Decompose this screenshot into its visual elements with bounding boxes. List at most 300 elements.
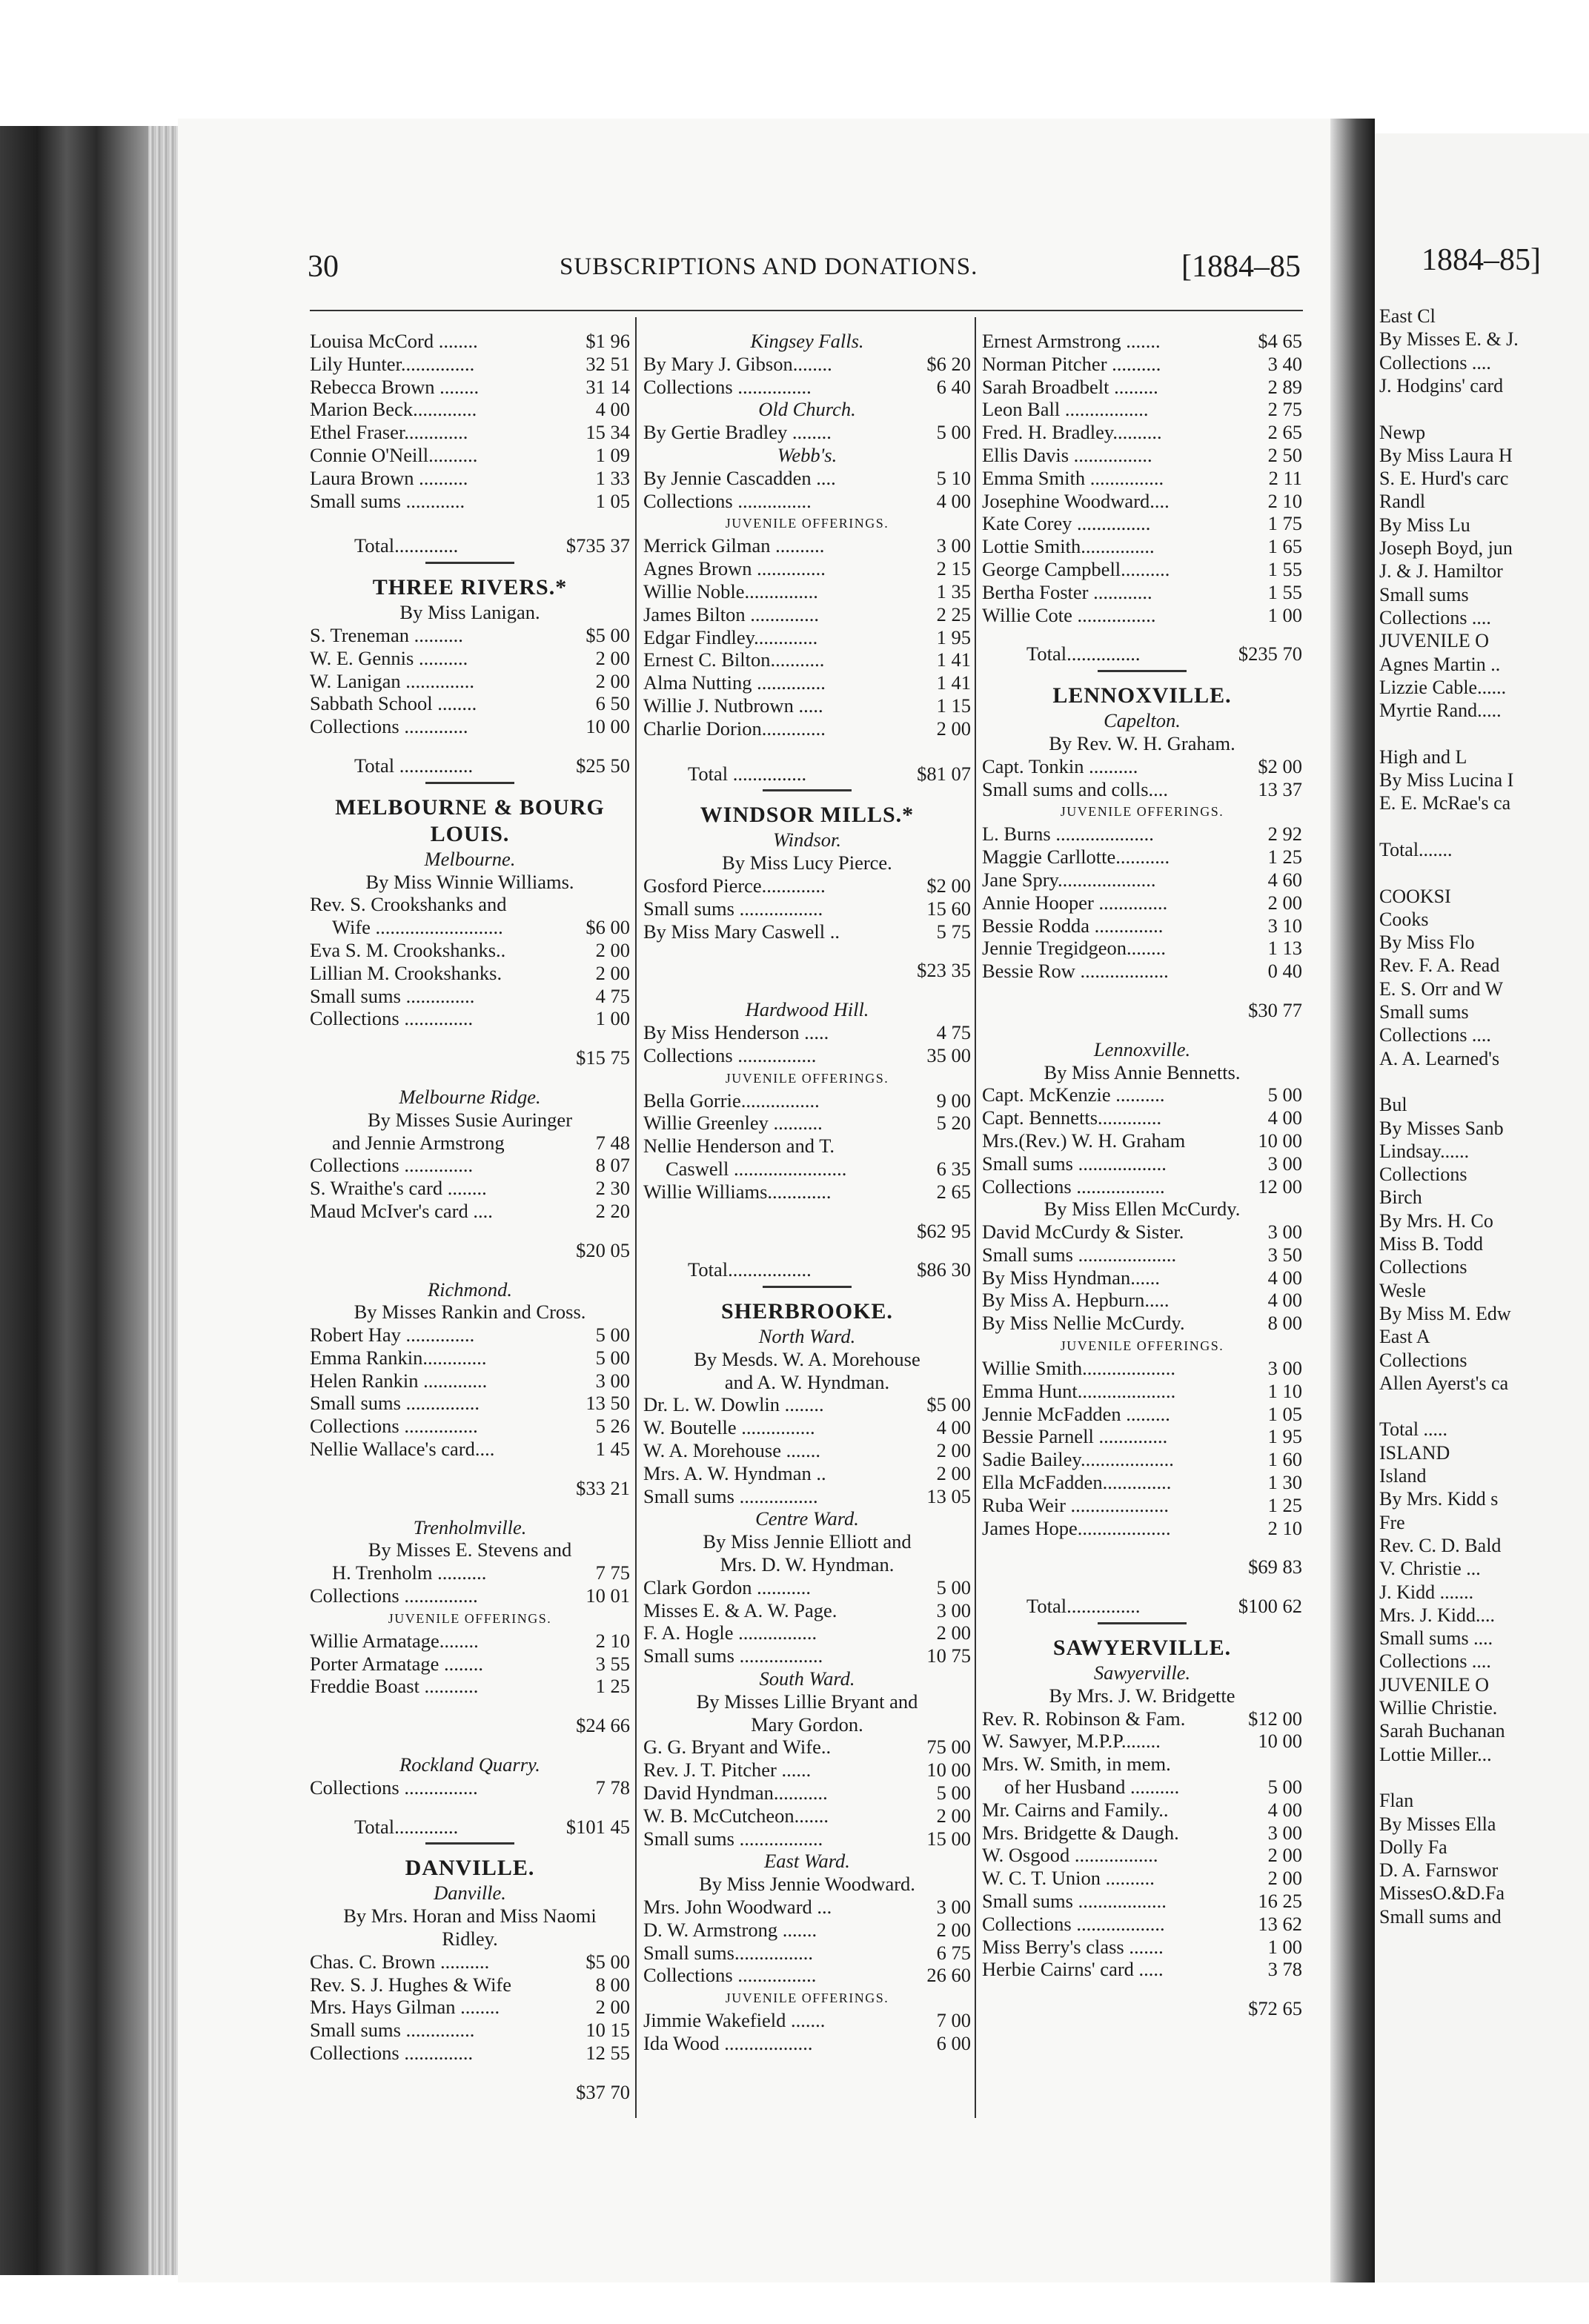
section-heading: SHERBROOKE. bbox=[721, 1299, 893, 1324]
entry-amount: 13 50 bbox=[585, 1392, 630, 1415]
entry-name: By Gertie Bradley ........ bbox=[643, 421, 832, 444]
right-page-line: Lizzie Cable...... bbox=[1379, 676, 1507, 698]
entry-row bbox=[643, 2009, 971, 2032]
juvenile-offerings-label: JUVENILE OFFERINGS. bbox=[1060, 804, 1224, 820]
entry-row bbox=[982, 376, 1302, 399]
entry-name: Collections ............. bbox=[310, 715, 468, 738]
entry-row bbox=[310, 1370, 630, 1392]
right-page-line: By Misses Ella bbox=[1379, 1813, 1496, 1835]
entry-row bbox=[310, 624, 630, 647]
entry-row bbox=[982, 512, 1302, 535]
entry-amount: 1 00 bbox=[1267, 603, 1302, 626]
subsection-heading: Trenholmville. bbox=[413, 1515, 527, 1538]
entry-row bbox=[982, 1707, 1302, 1730]
entry-name: Wife .......................... bbox=[332, 916, 503, 939]
entry-amount: 1 13 bbox=[1267, 937, 1302, 960]
entry-name: Miss Berry's class ....... bbox=[982, 1935, 1164, 1958]
right-page-line: Miss B. Todd bbox=[1379, 1233, 1484, 1255]
entry-row bbox=[310, 1392, 630, 1415]
entry-row bbox=[643, 1135, 971, 1158]
entry-amount: 10 15 bbox=[585, 2019, 630, 2042]
entry-amount: $5 00 bbox=[585, 623, 630, 646]
entry-name: W. Lanigan .............. bbox=[310, 669, 475, 692]
entry-row bbox=[982, 1448, 1302, 1471]
entry-amount: $4 65 bbox=[1258, 330, 1302, 352]
subsection-heading: Webb's. bbox=[777, 443, 837, 466]
entry-amount: 2 00 bbox=[936, 1918, 971, 1941]
entry-row bbox=[643, 694, 971, 717]
entry-name: Collections ............... bbox=[310, 1584, 478, 1607]
collector-line: By Misses E. Stevens and bbox=[368, 1538, 572, 1561]
entry-row bbox=[310, 2042, 630, 2065]
entry-amount: 3 00 bbox=[1267, 1221, 1302, 1244]
entry-row bbox=[310, 490, 630, 513]
right-page-line: JUVENILE O bbox=[1379, 630, 1490, 652]
entry-amount: $2 00 bbox=[1258, 754, 1302, 777]
entry-name: By Jennie Cascadden .... bbox=[643, 466, 836, 489]
entry-name: W. Boutelle ............... bbox=[643, 1416, 815, 1439]
entry-name: James Bilton .............. bbox=[643, 602, 820, 625]
section-heading: DANVILLE. bbox=[405, 1856, 535, 1881]
entry-row bbox=[310, 916, 630, 939]
right-page-line: By Mrs. H. Co bbox=[1379, 1209, 1493, 1232]
entry-row bbox=[643, 1919, 971, 1942]
entry-amount: $30 77 bbox=[1248, 998, 1302, 1021]
entry-amount: 4 00 bbox=[1267, 1798, 1302, 1821]
entry-row bbox=[310, 2019, 630, 2042]
entry-amount: 3 55 bbox=[595, 1652, 630, 1675]
entry-row bbox=[643, 376, 971, 399]
entry-name: Ruba Weir .................... bbox=[982, 1493, 1170, 1516]
entry-amount: 2 50 bbox=[1267, 443, 1302, 466]
entry-row bbox=[310, 1950, 630, 1973]
entry-name: Chas. C. Brown .......... bbox=[310, 1950, 490, 1973]
entry-row bbox=[982, 490, 1302, 513]
entry-amount: 6 00 bbox=[936, 2032, 971, 2054]
entry-name: S. Treneman .......... bbox=[310, 623, 463, 646]
entry-name: Small sums ............... bbox=[310, 1392, 480, 1415]
entry-name: Agnes Brown .............. bbox=[643, 557, 826, 580]
entry-row bbox=[643, 1220, 971, 1243]
entry-amount: 8 00 bbox=[595, 1973, 630, 1996]
entry-name: By Miss Nellie McCurdy. bbox=[982, 1312, 1185, 1335]
section-heading: LENNOXVILLE. bbox=[1052, 683, 1232, 708]
entry-amount: 1 41 bbox=[936, 671, 971, 694]
entry-row bbox=[643, 897, 971, 920]
entry-amount: $72 65 bbox=[1248, 1997, 1302, 2020]
entry-amount: 1 75 bbox=[1267, 512, 1302, 535]
entry-amount: 2 89 bbox=[1267, 375, 1302, 398]
right-page-line: Collections .... bbox=[1379, 1650, 1491, 1673]
entry-name: Willie Smith................... bbox=[982, 1357, 1175, 1380]
entry-row bbox=[310, 1324, 630, 1347]
entry-amount: 12 55 bbox=[585, 2042, 630, 2065]
entry-amount: 2 00 bbox=[1267, 1844, 1302, 1867]
spacer bbox=[310, 1500, 630, 1516]
entry-row bbox=[982, 1152, 1302, 1175]
spacer bbox=[643, 740, 971, 763]
spacer bbox=[310, 1799, 630, 1816]
right-page-line: Collections .... bbox=[1379, 606, 1491, 628]
entry-name: Jennie McFadden ......... bbox=[982, 1402, 1170, 1425]
entry-amount: 3 10 bbox=[1267, 914, 1302, 937]
entry-row bbox=[982, 892, 1302, 914]
entry-name: Small sums .................. bbox=[982, 1152, 1167, 1175]
entry-amount: 1 41 bbox=[936, 648, 971, 671]
entry-row bbox=[982, 558, 1302, 581]
right-page bbox=[1375, 133, 1589, 2282]
entry-amount: 3 00 bbox=[936, 1896, 971, 1919]
collector-line: and A. W. Hyndman. bbox=[724, 1370, 890, 1393]
entry-amount: 3 00 bbox=[1267, 1152, 1302, 1175]
column-rule-1 bbox=[635, 317, 637, 2118]
entry-row bbox=[982, 1083, 1302, 1106]
entry-row bbox=[310, 1200, 630, 1223]
entry-name: Mrs. Hays Gilman ........ bbox=[310, 1996, 500, 2019]
entry-name: Jennie Tregidgeon........ bbox=[982, 937, 1167, 960]
entry-name: Sabbath School ........ bbox=[310, 692, 477, 715]
entry-row bbox=[982, 846, 1302, 869]
entry-name: Willie Cote ................ bbox=[982, 603, 1156, 626]
collector-line: By Miss Ellen McCurdy. bbox=[1044, 1198, 1241, 1221]
entry-name: Small sums .................. bbox=[982, 1890, 1167, 1913]
entry-name: Collections ................ bbox=[643, 1043, 817, 1066]
right-page-line: Total ..... bbox=[1379, 1418, 1448, 1441]
entry-amount: 5 20 bbox=[936, 1112, 971, 1135]
right-page-line: Collections .... bbox=[1379, 351, 1491, 374]
subsection-heading: Windsor. bbox=[772, 829, 842, 851]
entry-name: Gosford Pierce............. bbox=[643, 874, 826, 897]
entry-amount: 4 75 bbox=[936, 1020, 971, 1043]
right-page-line: D. A. Farnswor bbox=[1379, 1859, 1499, 1882]
entry-row bbox=[982, 444, 1302, 467]
entry-amount: 6 35 bbox=[936, 1157, 971, 1180]
entry-row bbox=[982, 1753, 1302, 1776]
entry-name: Small sums ............ bbox=[310, 489, 465, 512]
entry-amount: 1 45 bbox=[595, 1438, 630, 1461]
right-page-line: Collections bbox=[1379, 1163, 1467, 1186]
entry-name: Charlie Dorion............. bbox=[643, 717, 826, 740]
entry-amount: 5 10 bbox=[936, 466, 971, 489]
entry-name: Small sums ................ bbox=[643, 1484, 818, 1507]
entry-row bbox=[643, 1599, 971, 1622]
entry-name: Jane Spry.................... bbox=[982, 868, 1156, 891]
entry-amount: $69 83 bbox=[1248, 1556, 1302, 1578]
entry-name: Collections ............... bbox=[643, 489, 812, 512]
entry-name: L. Burns .................... bbox=[982, 823, 1154, 846]
entry-name: H. Trenholm .......... bbox=[332, 1561, 487, 1584]
entry-amount: 2 10 bbox=[595, 1629, 630, 1652]
entry-row bbox=[643, 421, 971, 444]
entry-amount: 1 65 bbox=[1267, 535, 1302, 558]
entry-name: Willie Armatage........ bbox=[310, 1629, 479, 1652]
right-page-line: Allen Ayerst's ca bbox=[1379, 1372, 1509, 1394]
collector-line: By Miss Annie Bennetts. bbox=[1044, 1060, 1241, 1083]
entry-row bbox=[310, 647, 630, 670]
entry-name: Freddie Boast ........... bbox=[310, 1675, 479, 1698]
entry-name: Ida Wood .................. bbox=[643, 2032, 813, 2054]
entry-amount: 1 95 bbox=[936, 625, 971, 648]
entry-amount: 4 60 bbox=[1267, 868, 1302, 891]
entry-amount: 2 00 bbox=[1267, 891, 1302, 914]
entry-name: W. Sawyer, M.P.P........ bbox=[982, 1730, 1161, 1753]
entry-name: By Miss A. Hepburn..... bbox=[982, 1289, 1170, 1312]
entry-name: Bella Gorrie................ bbox=[643, 1089, 820, 1112]
right-page-line: Collections .... bbox=[1379, 1024, 1491, 1046]
collector-line: By Miss Winnie Williams. bbox=[365, 870, 574, 893]
right-page-line: Lottie Miller... bbox=[1379, 1743, 1492, 1765]
subsection-heading: Richmond. bbox=[427, 1278, 513, 1301]
entry-name: Nellie Wallace's card.... bbox=[310, 1438, 495, 1461]
entry-row bbox=[643, 1942, 971, 1965]
entry-row bbox=[982, 823, 1302, 846]
spacer bbox=[643, 982, 971, 998]
entry-name: Willie Greenley .......... bbox=[643, 1112, 823, 1135]
entry-name: Fred. H. Bradley.......... bbox=[982, 421, 1162, 444]
right-page-line: High and L bbox=[1379, 746, 1467, 768]
entry-row bbox=[982, 535, 1302, 558]
entry-name: James Hope................... bbox=[982, 1516, 1171, 1539]
entry-amount: 2 10 bbox=[1267, 1516, 1302, 1539]
collector-line: By Miss Jennie Elliott and bbox=[703, 1530, 912, 1553]
collector-line: By Miss Jennie Woodward. bbox=[699, 1873, 915, 1896]
right-page-line: East Cl bbox=[1379, 305, 1436, 327]
entry-name: Small sums .............. bbox=[310, 2019, 475, 2042]
entry-amount: 12 00 bbox=[1258, 1175, 1302, 1198]
right-page-line: MissesO.&D.Fa bbox=[1379, 1882, 1505, 1905]
spacer bbox=[982, 1981, 1302, 1997]
collector-line: By Miss Lucy Pierce. bbox=[722, 851, 892, 874]
column-2 bbox=[643, 330, 971, 2055]
entry-name: Lily Hunter............... bbox=[310, 352, 475, 375]
collector-line: By Misses Lillie Bryant and bbox=[696, 1690, 918, 1713]
entry-row bbox=[643, 1644, 971, 1667]
entry-row bbox=[643, 557, 971, 580]
right-page-line: Small sums bbox=[1379, 1001, 1469, 1023]
entry-name: By Miss Henderson ..... bbox=[643, 1020, 829, 1043]
subsection-heading: Old Church. bbox=[758, 398, 856, 421]
entry-amount: 8 07 bbox=[595, 1154, 630, 1177]
entry-amount: $62 95 bbox=[917, 1219, 971, 1242]
entry-amount: 1 00 bbox=[595, 1007, 630, 1030]
entry-row bbox=[643, 467, 971, 490]
total-label: Total ............... bbox=[688, 762, 807, 785]
subsection-heading: East Ward. bbox=[764, 1850, 850, 1873]
entry-row bbox=[982, 1289, 1302, 1312]
entry-row bbox=[310, 353, 630, 376]
entry-row bbox=[310, 1996, 630, 2019]
entry-row bbox=[982, 1776, 1302, 1799]
spacer bbox=[982, 1578, 1302, 1595]
entry-name: Capt. Bennetts............. bbox=[982, 1106, 1162, 1129]
entry-amount: 2 00 bbox=[936, 1461, 971, 1484]
entry-name: Emma Hunt.................... bbox=[982, 1379, 1176, 1402]
right-page-line: Flan bbox=[1379, 1790, 1414, 1812]
entry-name: Emma Rankin............. bbox=[310, 1346, 487, 1369]
juvenile-offerings-label: JUVENILE OFFERINGS. bbox=[725, 1070, 889, 1086]
entry-row bbox=[982, 1730, 1302, 1753]
entry-name: Ella McFadden.............. bbox=[982, 1471, 1172, 1494]
collector-line: Ridley. bbox=[442, 1928, 498, 1950]
entry-amount: 10 00 bbox=[1258, 1129, 1302, 1152]
entry-amount: 2 30 bbox=[595, 1177, 630, 1200]
entry-name: Alma Nutting .............. bbox=[643, 671, 826, 694]
subsection-heading: Lennoxville. bbox=[1093, 1038, 1191, 1060]
right-page-line: J. Kidd ....... bbox=[1379, 1581, 1474, 1603]
juvenile-offerings-label: JUVENILE OFFERINGS. bbox=[388, 1610, 552, 1626]
collector-line: Mary Gordon. bbox=[751, 1713, 863, 1736]
page-header bbox=[308, 249, 1301, 293]
right-page-line: J. Hodgins' card bbox=[1379, 374, 1504, 396]
entry-amount: 2 00 bbox=[936, 1621, 971, 1644]
entry-name: Annie Hooper .............. bbox=[982, 891, 1168, 914]
entry-name: and Jennie Armstrong bbox=[332, 1131, 505, 1154]
collector-line: By Mrs. Horan and Miss Naomi bbox=[343, 1905, 597, 1928]
entry-row bbox=[310, 1347, 630, 1370]
entry-name: Sarah Broadbelt ......... bbox=[982, 375, 1158, 398]
entry-row bbox=[643, 1896, 971, 1919]
section-heading: THREE RIVERS.* bbox=[372, 575, 568, 600]
entry-amount: 7 75 bbox=[595, 1561, 630, 1584]
column-3 bbox=[982, 330, 1302, 2020]
total-row bbox=[643, 763, 971, 786]
total-amount: $101 45 bbox=[565, 1815, 630, 1838]
entry-amount: 26 60 bbox=[926, 1964, 971, 1987]
entry-amount: 3 00 bbox=[1267, 1821, 1302, 1844]
entry-amount: 16 25 bbox=[1258, 1890, 1302, 1913]
entry-row bbox=[310, 1477, 630, 1500]
entry-amount: $33 21 bbox=[576, 1476, 630, 1499]
right-page-line: E. S. Orr and W bbox=[1379, 977, 1504, 1000]
entry-name: Bessie Row .................. bbox=[982, 960, 1169, 983]
entry-row bbox=[643, 1576, 971, 1599]
entry-row bbox=[982, 1997, 1302, 2020]
entry-amount: 15 34 bbox=[585, 421, 630, 444]
entry-amount: 2 20 bbox=[595, 1199, 630, 1222]
entry-row bbox=[643, 1044, 971, 1067]
right-page-line: Newp bbox=[1379, 421, 1426, 443]
total-row bbox=[982, 643, 1302, 665]
entry-row bbox=[310, 1561, 630, 1584]
entry-name: By Miss Mary Caswell .. bbox=[643, 920, 840, 943]
entry-amount: 2 15 bbox=[936, 557, 971, 580]
entry-row bbox=[982, 1556, 1302, 1578]
entry-name: Small sums ................. bbox=[643, 1827, 823, 1850]
entry-name: Misses E. & A. W. Page. bbox=[643, 1598, 837, 1621]
entry-name: Ellis Davis ................ bbox=[982, 443, 1152, 466]
entry-amount: $1 96 bbox=[585, 330, 630, 352]
entry-name: Kate Corey ............... bbox=[982, 512, 1151, 535]
entry-row bbox=[643, 1485, 971, 1508]
entry-row bbox=[643, 959, 971, 982]
entry-amount: $24 66 bbox=[576, 1714, 630, 1737]
spacer bbox=[643, 1204, 971, 1220]
total-amount: $86 30 bbox=[917, 1258, 971, 1281]
entry-name: Merrick Gilman .......... bbox=[643, 534, 825, 557]
entry-name: Mrs. Bridgette & Daugh. bbox=[982, 1821, 1179, 1844]
spacer bbox=[982, 983, 1302, 999]
entry-amount: 3 00 bbox=[936, 534, 971, 557]
spacer bbox=[310, 738, 630, 754]
entry-amount: 2 00 bbox=[936, 1804, 971, 1827]
subsection-heading: Centre Ward. bbox=[755, 1507, 859, 1530]
juvenile-offerings-label: JUVENILE OFFERINGS. bbox=[1060, 1338, 1224, 1354]
total-label: Total............. bbox=[354, 534, 459, 557]
entry-amount: $12 00 bbox=[1248, 1707, 1302, 1730]
entry-amount: 2 00 bbox=[936, 717, 971, 740]
entry-name: Porter Armatage ........ bbox=[310, 1652, 484, 1675]
section-heading: LOUIS. bbox=[430, 821, 510, 846]
entry-row bbox=[982, 1403, 1302, 1426]
juvenile-offerings-label: JUVENILE OFFERINGS. bbox=[725, 516, 889, 531]
entry-amount: 2 00 bbox=[595, 646, 630, 669]
entry-row bbox=[982, 604, 1302, 627]
entry-amount: 3 00 bbox=[595, 1369, 630, 1392]
total-label: Total................. bbox=[688, 1258, 812, 1281]
entry-name: Sadie Bailey................... bbox=[982, 1448, 1174, 1471]
entry-name: Helen Rankin ............. bbox=[310, 1369, 488, 1392]
entry-amount: $23 35 bbox=[917, 959, 971, 982]
entry-row bbox=[643, 1393, 971, 1416]
entry-amount: $15 75 bbox=[576, 1046, 630, 1069]
entry-amount: 1 55 bbox=[1267, 580, 1302, 603]
entry-row bbox=[982, 755, 1302, 778]
right-page-line: E. E. McRae's ca bbox=[1379, 792, 1511, 814]
entry-row bbox=[310, 1714, 630, 1737]
right-page-line: By Miss M. Edw bbox=[1379, 1302, 1511, 1324]
entry-amount: 7 00 bbox=[936, 2009, 971, 2032]
entry-name: Caswell ....................... bbox=[666, 1157, 847, 1180]
entry-row bbox=[643, 648, 971, 671]
entry-row bbox=[982, 1106, 1302, 1129]
entry-amount: 1 60 bbox=[1267, 1448, 1302, 1471]
section-heading: WINDSOR MILLS.* bbox=[700, 803, 915, 828]
entry-row bbox=[982, 421, 1302, 444]
entry-amount: 5 00 bbox=[595, 1346, 630, 1369]
entry-row bbox=[643, 1112, 971, 1135]
entry-amount: 1 95 bbox=[1267, 1425, 1302, 1448]
right-page-line: Myrtie Rand..... bbox=[1379, 700, 1502, 722]
right-page-line: By Mrs. Kidd s bbox=[1379, 1488, 1499, 1510]
subsection-heading: Melbourne Ridge. bbox=[399, 1085, 541, 1108]
entry-row bbox=[643, 1736, 971, 1759]
entry-row bbox=[982, 1799, 1302, 1822]
subsection-heading: North Ward. bbox=[758, 1325, 856, 1348]
entry-row bbox=[310, 330, 630, 353]
entry-row bbox=[982, 937, 1302, 960]
entry-amount: 5 75 bbox=[936, 920, 971, 943]
entry-name: Small sums ................. bbox=[643, 1644, 823, 1667]
spacer bbox=[982, 626, 1302, 643]
header-rule bbox=[310, 310, 1303, 311]
entry-name: Willie Noble............... bbox=[643, 580, 818, 602]
spacer bbox=[310, 1223, 630, 1239]
entry-amount: 2 00 bbox=[595, 938, 630, 961]
entry-row bbox=[310, 962, 630, 985]
entry-row bbox=[310, 398, 630, 421]
right-page-line: Willie Christie. bbox=[1379, 1697, 1498, 1719]
entry-amount: 0 40 bbox=[1267, 960, 1302, 983]
entry-row bbox=[643, 1827, 971, 1850]
entry-amount: 1 30 bbox=[1267, 1471, 1302, 1494]
entry-row bbox=[643, 874, 971, 897]
entry-row bbox=[982, 1517, 1302, 1540]
entry-row bbox=[982, 1357, 1302, 1380]
entry-amount: 1 25 bbox=[1267, 1493, 1302, 1516]
entry-row bbox=[982, 1494, 1302, 1517]
column-1 bbox=[310, 330, 630, 2104]
entry-amount: 1 55 bbox=[1267, 557, 1302, 580]
